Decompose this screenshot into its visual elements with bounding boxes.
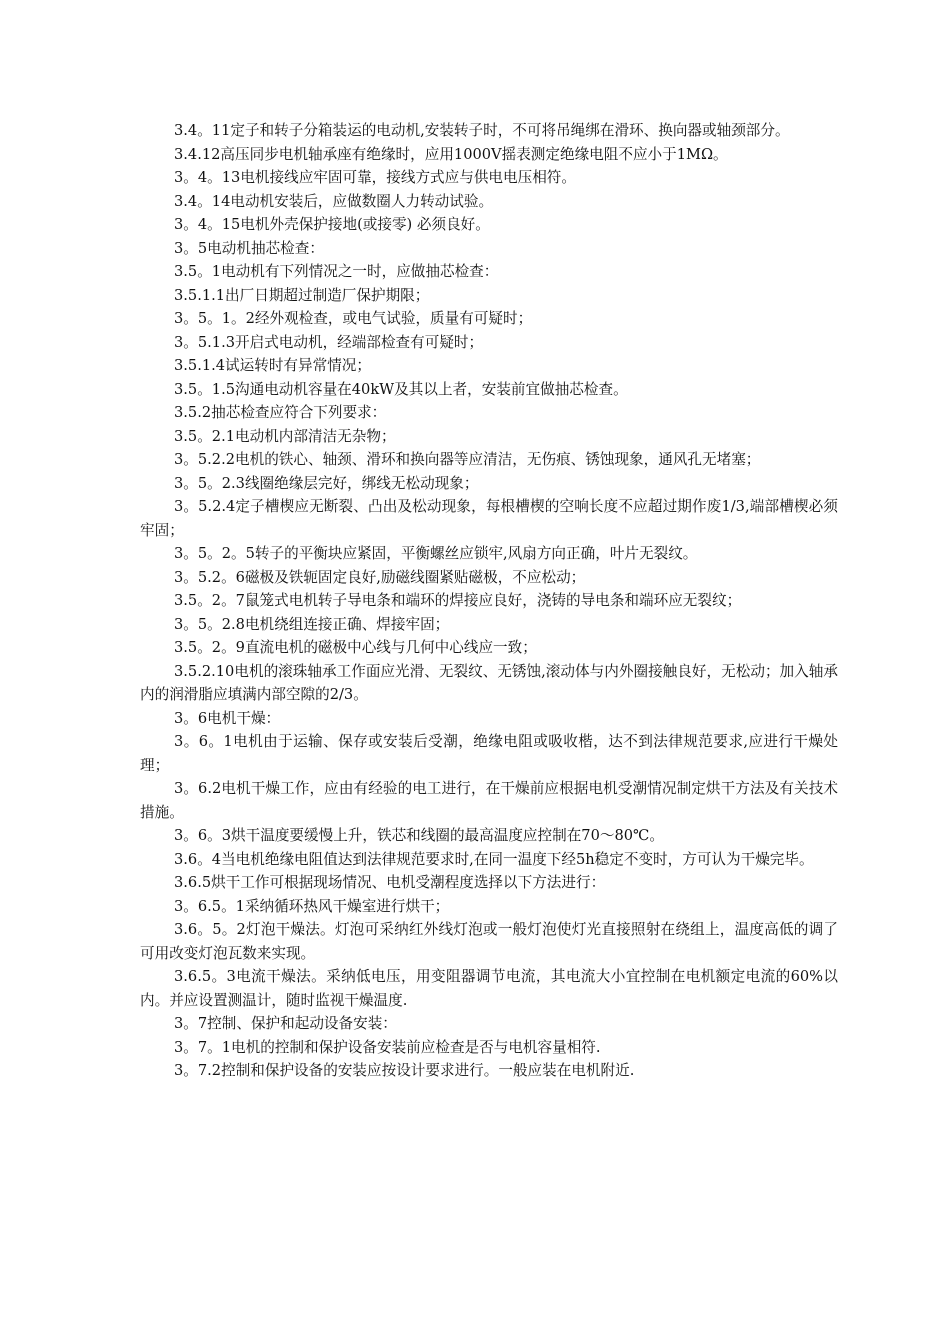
body-paragraph: 3.4.12高压同步电机轴承座有绝缘时，应用1000V摇表测定绝缘电阻不应小于1MΩ。 <box>174 145 728 163</box>
body-paragraph: 3。7。1电机的控制和保护设备安装前应检查是否与电机容量相符. <box>174 1038 601 1056</box>
body-paragraph: 3.5.2抽芯检查应符合下列要求： <box>174 404 387 421</box>
body-paragraph: 3。5.2。6磁极及铁轭固定良好,励磁线圈紧贴磁极，不应松动； <box>174 568 586 586</box>
body-paragraph: 3。5。1。2经外观检查，或电气试验，质量有可疑时； <box>174 310 533 327</box>
body-paragraph: 3。7.2控制和保护设备的安装应按设计要求进行。一般应装在电机附近. <box>174 1062 635 1079</box>
body-paragraph: 3。5。2。5转子的平衡块应紧固，平衡螺丝应锁牢,风扇方向正确，叶片无裂纹。 <box>174 545 698 562</box>
document-body <box>140 119 838 1083</box>
body-paragraph: 3.5.2.10电机的滚珠轴承工作面应光滑、无裂纹、无锈蚀,滚动体与内外圈接触良好，无松动；加入轴承内的润滑脂应填满内部空隙的2/3。 <box>140 662 838 703</box>
body-paragraph: 3。6。1电机由于运输、保存或安装后受潮，绝缘电阻或吸收楷，达不到法律规范要求,应进行干燥处理； <box>140 733 838 774</box>
body-paragraph: 3.6.5烘干工作可根据现场情况、电机受潮程度选择以下方法进行： <box>174 874 606 891</box>
body-paragraph: 3。4。13电机接线应牢固可靠，接线方式应与供电电压相符。 <box>174 169 576 186</box>
body-paragraph: 3.6。5。2灯泡干燥法。灯泡可采纳红外线灯泡或一般灯泡使灯光直接照射在绕组上，温度高低的调了可用改变灯泡瓦数来实现。 <box>140 921 838 962</box>
body-paragraph: 3。5。2.3线圈绝缘层完好，绑线无松动现象； <box>174 474 479 492</box>
body-paragraph: 3.6。4当电机绝缘电阻值达到法律规范要求时,在同一温度下经5h稳定不变时，方可认为干燥完毕。 <box>174 850 814 868</box>
body-paragraph: 3.5。2。9直流电机的磁极中心线与几何中心线应一致； <box>174 639 537 656</box>
body-paragraph: 3。6.5。1采纳循环热风干燥室进行烘干； <box>174 897 450 915</box>
body-paragraph: 3。6.2电机干燥工作，应由有经验的电工进行，在干燥前应根据电机受潮情况制定烘干方法及有关技术措施。 <box>140 780 838 821</box>
body-paragraph: 3.4。14电动机安装后，应做数圈人力转动试验。 <box>174 192 494 210</box>
body-paragraph: 3.5.1.1出厂日期超过制造厂保护期限； <box>174 286 430 304</box>
body-paragraph: 3。5.1.3开启式电动机，经端部检查有可疑时； <box>174 333 484 351</box>
body-paragraph: 3。5。2.8电机绕组连接正确、焊接牢固； <box>174 615 450 633</box>
body-paragraph: 3。5电动机抽芯检查： <box>174 239 324 257</box>
body-paragraph: 3。6电机干燥： <box>174 709 281 727</box>
body-paragraph: 3.6.5。3电流干燥法。采纳低电压，用变阻器调节电流，其电流大小宜控制在电机额定电流的60%以内。并应设置测温计，随时监视干燥温度. <box>140 968 838 1009</box>
body-paragraph: 3.5。1.5沟通电动机容量在40kW及其以上者，安装前宜做抽芯检查。 <box>174 380 628 398</box>
body-paragraph: 3.5.1.4试运转时有异常情况； <box>174 357 371 374</box>
body-paragraph: 3.4。11定子和转子分箱装运的电动机,安装转子时，不可将吊绳绑在滑环、换向器或轴颈部分。 <box>174 122 790 139</box>
body-paragraph: 3。6。3烘干温度要缓慢上升，铁芯和线圈的最高温度应控制在70～80℃。 <box>174 827 664 844</box>
body-paragraph: 3.5。2.1电动机内部清洁无杂物； <box>174 427 396 445</box>
body-paragraph: 3。5.2.2电机的铁心、轴颈、滑环和换向器等应清洁，无伤痕、锈蚀现象，通风孔无堵塞； <box>174 451 761 468</box>
body-paragraph: 3.5。1电动机有下列情况之一时，应做抽芯检查： <box>174 263 499 280</box>
body-paragraph: 3。4。15电机外壳保护接地(或接零) 必须良好。 <box>174 216 490 233</box>
body-paragraph: 3.5。2。7鼠笼式电机转子导电条和端环的焊接应良好，浇铸的导电条和端环应无裂纹； <box>174 592 742 609</box>
body-paragraph: 3。5.2.4定子槽楔应无断裂、凸出及松动现象，每根槽楔的空响长度不应超过期作废1/3,端部槽楔必须牢固； <box>140 498 838 539</box>
body-paragraph: 3。7控制、保护和起动设备安装： <box>174 1015 397 1032</box>
